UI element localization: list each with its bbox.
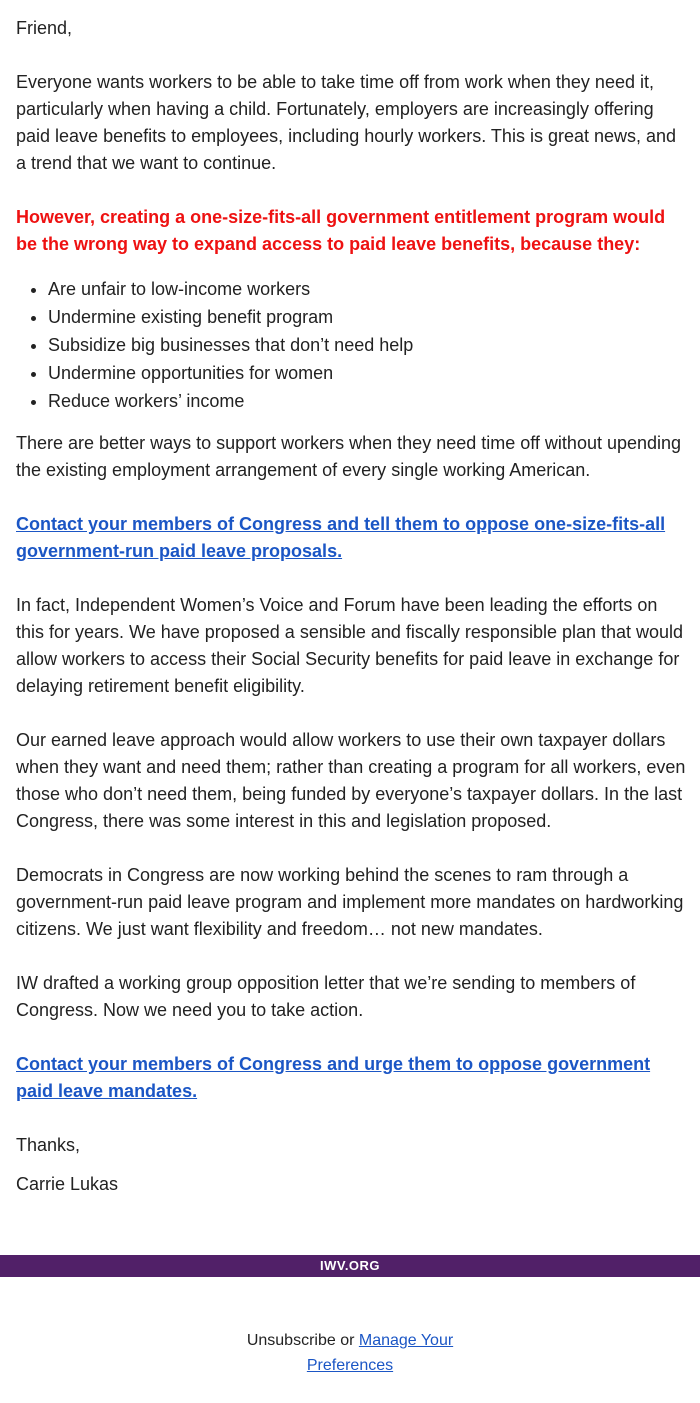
greeting: Friend, <box>16 18 73 38</box>
unsubscribe-block <box>0 1328 700 1378</box>
unsubscribe-text: Unsubscribe or <box>246 1332 359 1349</box>
contact-congress-link-1[interactable]: Contact your members of Congress and tell them to oppose one-size-fits-all government-run paid leave proposals. <box>16 514 666 561</box>
iw-letter-paragraph: IW drafted a working group opposition letter that we’re sending to members of Congress. Now we need you to take action. <box>16 973 636 1020</box>
reasons-list <box>16 275 413 415</box>
better-ways-paragraph: There are better ways to support workers when they need time off without upending the existing employment arrangement of every single working American. <box>16 433 682 480</box>
list-item: • Reduce workers’ income <box>48 387 413 415</box>
in-fact-paragraph: In fact, Independent Women’s Voice and Forum have been leading the efforts on this for years. We have proposed a sensible and fiscally responsible plan that would allow workers to access their Social Security benefits for paid leave in exchange for delaying retirement benefit eligibility. <box>16 595 684 696</box>
list-item: • Undermine existing benefit program <box>48 303 413 331</box>
manage-preferences-link[interactable]: Manage Your Preferences <box>306 1332 454 1374</box>
signature: Carrie Lukas <box>16 1174 119 1194</box>
closing-thanks: Thanks, <box>16 1135 81 1155</box>
list-item: • Undermine opportunities for women <box>48 359 413 387</box>
democrats-paragraph: Democrats in Congress are now working behind the scenes to ram through a government-run paid leave program and implement more mandates on hardworking citizens. We just want flexibility and freedom… not new mandates. <box>16 865 684 939</box>
contact-congress-link-2[interactable]: Contact your members of Congress and urge them to oppose government paid leave mandates. <box>16 1054 651 1101</box>
alert-paragraph: However, creating a one-size-fits-all government entitlement program would be the wrong way to expand access to paid leave benefits, because they: <box>16 207 666 254</box>
footer-brand-bar <box>0 1255 700 1277</box>
list-item: • Subsidize big businesses that don’t need help <box>48 331 413 359</box>
intro-paragraph: Everyone wants workers to be able to take time off from work when they need it, particularly when having a child. Fortunately, employers are increasingly offering paid leave benefits to employees, including hourly workers. This is great news, and a trend that we want to continue. <box>16 72 677 173</box>
earned-leave-paragraph: Our earned leave approach would allow workers to use their own taxpayer dollars when they want and need them; rather than creating a program for all workers, even those who don’t need them, being funded by everyone’s taxpayer dollars. In the last Congress, there was some interest in this and legislation proposed. <box>16 730 686 831</box>
list-item: • Are unfair to low-income workers <box>48 275 413 303</box>
site-name: IWV.ORG <box>319 1258 381 1273</box>
